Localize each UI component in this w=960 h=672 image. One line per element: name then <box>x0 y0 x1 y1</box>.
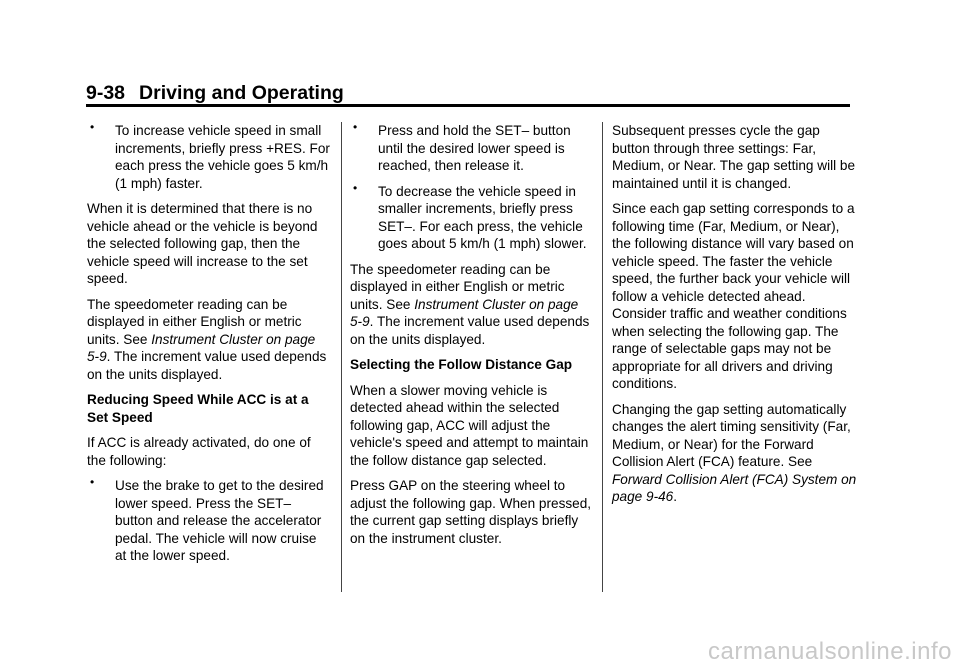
paragraph-no-vehicle-ahead: When it is determined that there is no vehicle ahead or the vehicle is beyond the selected following gap, then the vehicle speed will increase to the set speed. <box>87 201 318 286</box>
bullet-press-hold-set: • Press and hold the SET– button until the desired lower speed is reached, then release it. <box>353 120 571 173</box>
bullet-use-brake: • Use the brake to get to the desired lower speed. Press the SET– button and release the accelerator pedal. The vehicle will now cruise at the lower speed. <box>90 475 324 563</box>
cross-reference: Instrument Cluster on page 5-9 <box>87 331 316 364</box>
bullet-dot: • <box>353 120 358 134</box>
paragraph-following-time: Since each gap setting corresponds to a following time (Far, Medium, or Near), the following distance will vary based on vehicle speed. The faster the vehicle speed, the further back your vehicle will follow a vehicle detected ahead. Consider traffic and weather conditions when selecting the following gap. The range of selectable gaps may not be appropriate for all drivers and driving conditions. <box>612 201 855 391</box>
paragraph-press-gap: Press GAP on the steering wheel to adjust the following gap. When pressed, the current gap setting displays briefly on the instrument cluster. <box>350 478 592 546</box>
bullet-dot: • <box>90 475 95 489</box>
bullet-increase-speed: • To increase vehicle speed in small increments, briefly press +RES. For each press the vehicle goes 5 km/h (1 mph) faster. <box>90 120 330 191</box>
paragraph-slower-vehicle: When a slower moving vehicle is detected ahead within the selected following gap, ACC will adjust the vehicle's speed and attempt to maintain the follow distance gap selected. <box>350 382 589 468</box>
section-title: Driving and Operating <box>139 82 344 104</box>
paragraph-if-acc-activated: If ACC is already activated, do one of the following: <box>87 435 311 468</box>
paragraph-alert-timing: Changing the gap setting automatically changes the alert timing sensitivity (Far, Medium, or Near) for the Forward Collision Alert (FCA) feature. See Forward Collision Alert (FCA) System on page 9-46. <box>612 401 857 504</box>
page-number: 9-38 <box>86 82 126 104</box>
heading-reducing-speed: Reducing Speed While ACC is at a Set Speed <box>87 392 309 425</box>
paragraph-speedometer-units: The speedometer reading can be displayed in either English or metric units. See Instrument Cluster on page 5-9. The increment value used depends on the units displayed. <box>87 296 327 382</box>
cross-reference: Instrument Cluster on page 5-9 <box>350 296 579 329</box>
column-2 <box>350 122 593 555</box>
column-divider-1 <box>341 122 342 592</box>
bullet-decrease-speed: • To decrease the vehicle speed in smaller increments, briefly press SET–. For each press, the vehicle goes about 5 km/h (1 mph) slower. <box>353 180 587 251</box>
bullet-dot: • <box>90 120 95 134</box>
cross-reference: Forward Collision Alert (FCA) System on page 9-46 <box>612 471 857 504</box>
page-header <box>86 82 344 105</box>
column-divider-2 <box>602 122 603 592</box>
paragraph-speedometer-units: The speedometer reading can be displayed in either English or metric units. See Instrument Cluster on page 5-9. The increment value used depends on the units displayed. <box>350 261 590 347</box>
watermark: carmanualsonline.info <box>708 638 952 665</box>
column-1 <box>87 122 330 573</box>
heading-follow-distance-gap: Selecting the Follow Distance Gap <box>350 357 573 372</box>
paragraph-gap-settings: Subsequent presses cycle the gap button through three settings: Far, Medium, or Near. The gap setting will be maintained until it is changed. <box>612 123 856 191</box>
column-3 <box>612 122 858 514</box>
bullet-dot: • <box>353 180 358 195</box>
header-rule <box>86 104 850 107</box>
